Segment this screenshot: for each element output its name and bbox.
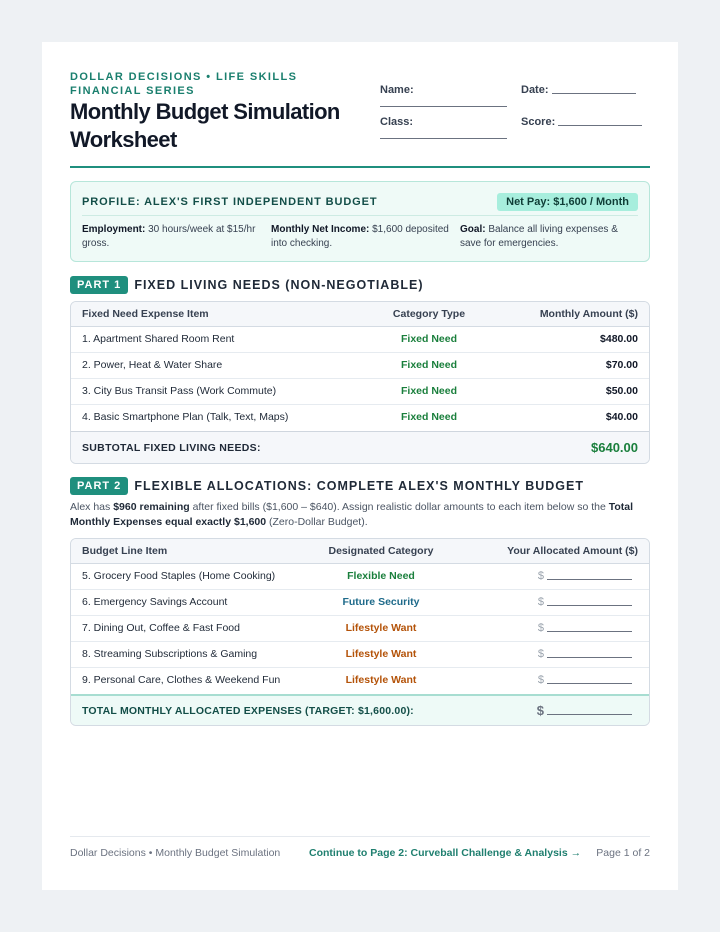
row-category: Future Security	[342, 596, 420, 608]
page-title: Monthly Budget Simulation Worksheet	[70, 99, 340, 152]
table-row	[71, 668, 649, 694]
row-category: Fixed Need	[400, 359, 458, 371]
subtotal-label: SUBTOTAL FIXED LIVING NEEDS:	[82, 442, 261, 454]
flexible-allocations-table	[70, 538, 650, 726]
total-input[interactable]	[547, 714, 632, 715]
employment-label: Employment:	[82, 224, 146, 235]
table-row	[71, 353, 649, 379]
footer-divider	[70, 836, 650, 837]
part2-instructions	[70, 500, 650, 529]
row-item: 1. Apartment Shared Room Rent	[82, 333, 235, 345]
profile-card	[70, 181, 650, 262]
row-category: Lifestyle Want	[345, 674, 417, 686]
page-number: Page 1 of 2	[596, 847, 650, 859]
intro-text: Alex has	[70, 501, 114, 513]
subtotal-row	[71, 431, 649, 463]
employment-text: 30 hours/week at $15/hr gross.	[82, 224, 256, 249]
series-label: DOLLAR DECISIONS • LIFE SKILLS FINANCIAL SERIES	[70, 71, 298, 97]
row-item: 4. Basic Smartphone Plan (Talk, Text, Maps)	[82, 411, 289, 423]
row-amount: $480.00	[600, 333, 638, 345]
table-row	[71, 642, 649, 668]
row-amount: $50.00	[605, 385, 638, 397]
total-row	[71, 694, 649, 726]
subtotal-value: $640.00	[591, 440, 638, 455]
row-item: 3. City Bus Transit Pass (Work Commute)	[82, 385, 277, 397]
worksheet-page	[42, 42, 678, 890]
part1-badge: PART 1	[70, 276, 128, 294]
row-category: Lifestyle Want	[345, 622, 417, 634]
column-header-amount: Monthly Amount ($)	[539, 308, 638, 320]
table-row	[71, 327, 649, 353]
part2-badge: PART 2	[70, 477, 128, 495]
profile-goal	[460, 223, 635, 251]
column-header-category: Category Type	[392, 308, 466, 320]
footer-left: Dollar Decisions • Monthly Budget Simulation	[70, 847, 281, 859]
profile-divider	[82, 215, 638, 216]
class-line	[380, 138, 507, 139]
column-header-amount: Your Allocated Amount ($)	[507, 545, 638, 557]
table-row	[71, 616, 649, 642]
column-header-item: Fixed Need Expense Item	[82, 308, 209, 320]
income-text: $1,600 deposited into checking.	[271, 224, 449, 249]
total-label: TOTAL MONTHLY ALLOCATED EXPENSES (TARGET: $1,600.00):	[82, 705, 414, 717]
row-item: 5. Grocery Food Staples (Home Cooking)	[82, 570, 276, 582]
dollar-sign: $	[537, 570, 544, 582]
fixed-needs-table	[70, 301, 650, 464]
column-header-item: Budget Line Item	[82, 545, 168, 557]
allocation-input[interactable]	[547, 631, 632, 632]
dollar-sign: $	[537, 596, 544, 608]
income-label: Monthly Net Income:	[271, 224, 370, 235]
dollar-sign: $	[537, 674, 544, 686]
row-category: Fixed Need	[400, 385, 458, 397]
allocation-input[interactable]	[547, 605, 632, 606]
dollar-sign: $	[537, 648, 544, 660]
dollar-sign: $	[536, 703, 544, 718]
goal-text: Balance all living expenses & save for emergencies.	[460, 224, 618, 249]
row-item: 7. Dining Out, Coffee & Fast Food	[82, 622, 240, 634]
intro-remaining: $960 remaining	[113, 501, 190, 513]
dollar-sign: $	[537, 622, 544, 634]
row-item: 8. Streaming Subscriptions & Gaming	[82, 648, 258, 660]
row-amount: $40.00	[605, 411, 638, 423]
profile-employment	[82, 223, 262, 251]
score-field[interactable]	[521, 116, 555, 128]
row-category: Lifestyle Want	[345, 648, 417, 660]
allocation-input[interactable]	[547, 683, 632, 684]
name-field[interactable]	[380, 84, 414, 96]
row-amount: $70.00	[605, 359, 638, 371]
column-header-category: Designated Category	[328, 545, 434, 557]
name-label: Name:	[380, 84, 414, 96]
row-category: Flexible Need	[347, 570, 415, 582]
table-header	[71, 539, 649, 564]
continue-link[interactable]: Continue to Page 2: Curveball Challenge & Analysis →	[309, 847, 582, 859]
date-label: Date:	[521, 84, 549, 96]
intro-text: after fixed bills ($1,600 – $640). Assign realistic dollar amounts to each item below so the	[189, 501, 609, 513]
class-field[interactable]	[380, 116, 413, 128]
date-field[interactable]	[521, 84, 549, 96]
class-label: Class:	[380, 116, 414, 128]
allocation-input[interactable]	[547, 657, 632, 658]
intro-target: Total Monthly Expenses equal exactly $1,600	[70, 501, 634, 528]
row-item: 2. Power, Heat & Water Share	[82, 359, 223, 371]
part2-title: FLEXIBLE ALLOCATIONS: COMPLETE ALEX'S MONTHLY BUDGET	[134, 479, 584, 493]
part2-heading	[70, 477, 584, 495]
part1-title: FIXED LIVING NEEDS (NON-NEGOTIABLE)	[134, 278, 424, 292]
row-category: Fixed Need	[400, 333, 458, 345]
intro-text: (Zero-Dollar Budget).	[266, 515, 368, 528]
row-item: 9. Personal Care, Clothes & Weekend Fun	[82, 674, 281, 686]
header-divider	[70, 166, 650, 168]
score-line	[558, 125, 642, 126]
table-row	[71, 405, 649, 431]
profile-heading: PROFILE: ALEX'S FIRST INDEPENDENT BUDGET	[82, 196, 378, 208]
profile-income	[271, 223, 451, 251]
goal-label: Goal:	[460, 224, 486, 235]
part1-heading	[70, 276, 424, 294]
table-row	[71, 564, 649, 590]
table-row	[71, 590, 649, 616]
net-pay-badge: Net Pay: $1,600 / Month	[497, 193, 638, 211]
allocation-input[interactable]	[547, 579, 632, 580]
row-category: Fixed Need	[400, 411, 458, 423]
table-header	[71, 302, 649, 327]
score-label: Score:	[521, 116, 556, 128]
name-line	[380, 106, 507, 107]
row-item: 6. Emergency Savings Account	[82, 596, 228, 608]
date-line	[552, 93, 636, 94]
table-row	[71, 379, 649, 405]
